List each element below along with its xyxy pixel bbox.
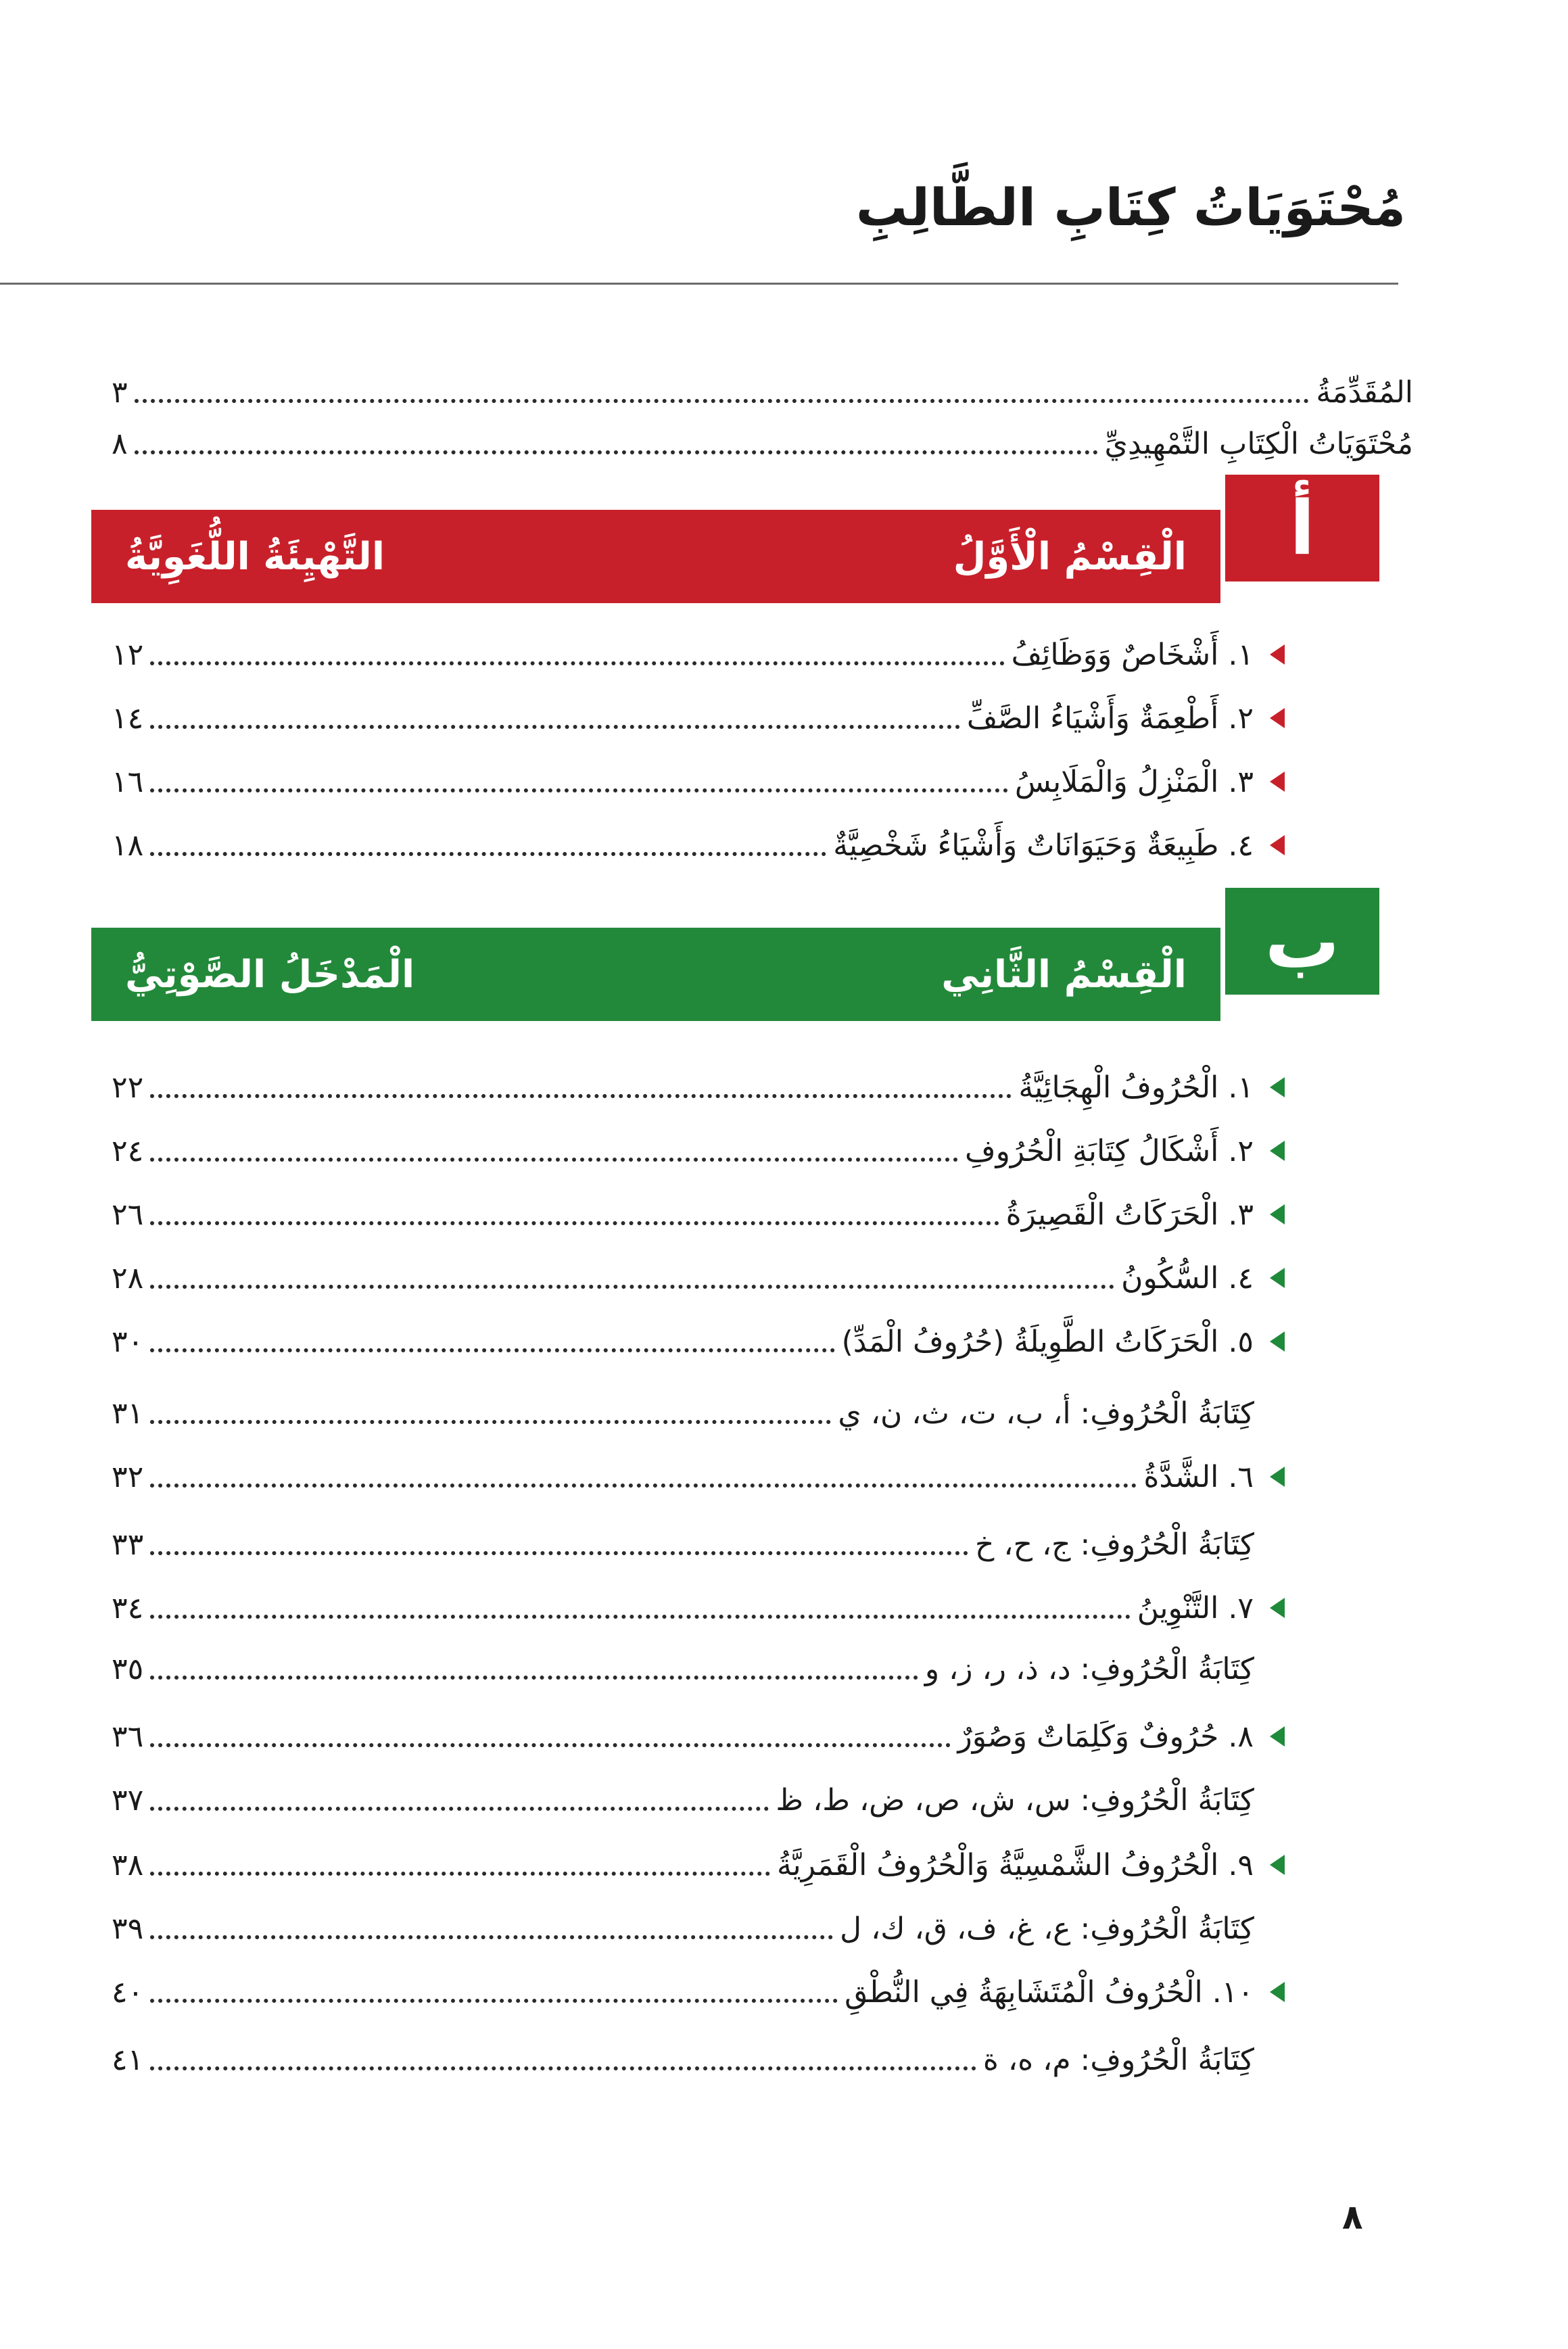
- page-title: مُحْتَوَيَاتُ كِتَابِ الطَّالِبِ: [855, 177, 1406, 237]
- toc-item-a1[interactable]: [112, 630, 1285, 679]
- triangle-bullet-icon: [1270, 835, 1285, 855]
- toc-item-b6-writing[interactable]: [112, 1520, 1254, 1569]
- title-divider: [0, 283, 1398, 285]
- toc-item-b6[interactable]: [112, 1452, 1285, 1501]
- leader-dots: [150, 2066, 976, 2070]
- section-b-letter-badge: ب: [1225, 888, 1379, 995]
- leader-dots: [150, 1094, 1012, 1098]
- triangle-bullet-icon: [1270, 1204, 1285, 1225]
- leader-dots: [150, 1615, 1130, 1619]
- toc-item-preparatory-contents[interactable]: [112, 419, 1413, 468]
- leader-dots: [150, 1348, 834, 1352]
- section-b-subtitle: الْمَدْخَلُ الصَّوْتِيُّ: [125, 952, 415, 997]
- toc-item-b8[interactable]: [112, 1712, 1285, 1761]
- leader-dots: [150, 1484, 1137, 1488]
- toc-item-b10-writing[interactable]: [112, 2035, 1254, 2084]
- toc-item-label: ٤. السُّكُونُ: [1121, 1260, 1254, 1296]
- leader-dots: [150, 1221, 999, 1225]
- toc-item-page: ١٨: [112, 828, 144, 863]
- leader-dots: [150, 1285, 1114, 1289]
- toc-item-page: ٣٦: [112, 1719, 144, 1754]
- toc-item-label: ٣. الْحَرَكَاتُ الْقَصِيرَةُ: [1005, 1197, 1254, 1232]
- toc-item-a4[interactable]: [112, 821, 1285, 870]
- triangle-bullet-icon: [1270, 1141, 1285, 1161]
- toc-item-label: ٥. الْحَرَكَاتُ الطَّوِيلَةُ (حُرُوفُ الْمَدِّ): [841, 1324, 1254, 1359]
- triangle-bullet-icon: [1270, 1726, 1285, 1747]
- triangle-bullet-icon: [1270, 1331, 1285, 1352]
- leader-dots: [135, 399, 1310, 403]
- toc-item-label: كِتَابَةُ الْحُرُوفِ: س، ش، ص، ض، ط، ظ: [776, 1782, 1254, 1818]
- toc-item-page: ١٢: [112, 637, 144, 672]
- leader-dots: [150, 725, 960, 729]
- toc-item-b7-writing[interactable]: [112, 1644, 1254, 1693]
- toc-item-label: مُحْتَوَيَاتُ الْكِتَابِ التَّمْهِيدِيِّ: [1104, 426, 1413, 461]
- section-b-banner: [91, 928, 1220, 1021]
- toc-item-label: كِتَابَةُ الْحُرُوفِ: أ، ب، ت، ث، ن، ي: [838, 1396, 1254, 1431]
- toc-item-b4[interactable]: [112, 1254, 1285, 1302]
- leader-dots: [150, 1551, 968, 1555]
- leader-dots: [150, 1420, 831, 1424]
- triangle-bullet-icon: [1270, 1077, 1285, 1097]
- triangle-bullet-icon: [1270, 1855, 1285, 1875]
- toc-item-page: ٣٤: [112, 1590, 144, 1626]
- toc-item-label: ٧. التَّنْوِينُ: [1137, 1590, 1254, 1626]
- toc-item-b2[interactable]: [112, 1126, 1285, 1175]
- toc-item-page: ٣٣: [112, 1527, 144, 1562]
- triangle-bullet-icon: [1270, 1982, 1285, 2002]
- leader-dots: [150, 1158, 958, 1162]
- toc-item-b9[interactable]: [112, 1841, 1285, 1889]
- toc-item-a3[interactable]: [112, 757, 1285, 806]
- toc-item-label: ٤. طَبِيعَةٌ وَحَيَوَانَاتٌ وَأَشْيَاءُ شَخْصِيَّةٌ: [833, 828, 1254, 863]
- toc-item-b3[interactable]: [112, 1190, 1285, 1239]
- toc-item-b5-writing[interactable]: [112, 1389, 1254, 1438]
- toc-item-label: ١. أَشْخَاصٌ وَوَظَائِفُ: [1011, 637, 1254, 672]
- toc-item-page: ٢٨: [112, 1260, 144, 1296]
- leader-dots: [150, 1676, 918, 1680]
- toc-item-introduction[interactable]: [112, 368, 1413, 417]
- leader-dots: [135, 450, 1098, 454]
- toc-item-b9-writing[interactable]: [112, 1904, 1254, 1953]
- toc-item-page: ٢٦: [112, 1197, 144, 1232]
- toc-item-b10[interactable]: [112, 1968, 1285, 2016]
- leader-dots: [150, 661, 1004, 665]
- toc-item-page: ١٦: [112, 764, 144, 799]
- toc-item-label: ٢. أَطْعِمَةٌ وَأَشْيَاءُ الصَّفِّ: [966, 701, 1254, 736]
- toc-item-label: ١. الْحُرُوفُ الْهِجَائِيَّةُ: [1018, 1070, 1254, 1105]
- toc-item-label: ٩. الْحُرُوفُ الشَّمْسِيَّةُ وَالْحُرُوفُ الْقَمَرِيَّةُ: [776, 1847, 1254, 1882]
- toc-item-page: ١٤: [112, 701, 144, 736]
- toc-item-page: ٤٠: [112, 1974, 144, 2010]
- toc-item-label: ٢. أَشْكَالُ كِتَابَةِ الْحُرُوفِ: [965, 1133, 1254, 1168]
- toc-item-label: المُقَدِّمَةُ: [1316, 375, 1413, 410]
- toc-item-page: ٣١: [112, 1396, 144, 1431]
- section-a-name: الْقِسْمُ الْأَوَّلُ: [953, 534, 1187, 579]
- toc-item-a2[interactable]: [112, 694, 1285, 742]
- toc-item-label: كِتَابَةُ الْحُرُوفِ: م، ه، ة: [982, 2042, 1254, 2077]
- leader-dots: [150, 1935, 833, 1939]
- leader-dots: [150, 788, 1008, 792]
- toc-item-page: ٣٩: [112, 1911, 144, 1946]
- toc-item-label: كِتَابَةُ الْحُرُوفِ: د، ذ، ر، ز، و: [924, 1651, 1254, 1686]
- toc-item-page: ٣: [112, 375, 128, 410]
- toc-item-label: كِتَابَةُ الْحُرُوفِ: ع، غ، ف، ق، ك، ل: [840, 1911, 1254, 1946]
- triangle-bullet-icon: [1270, 772, 1285, 792]
- triangle-bullet-icon: [1270, 1268, 1285, 1288]
- toc-item-page: ٣٠: [112, 1324, 144, 1359]
- toc-item-b7[interactable]: [112, 1584, 1285, 1632]
- toc-item-label: ٣. الْمَنْزِلُ وَالْمَلَابِسُ: [1014, 764, 1254, 799]
- leader-dots: [150, 1872, 770, 1876]
- leader-dots: [150, 1999, 838, 2003]
- toc-item-page: ٣٨: [112, 1847, 144, 1882]
- leader-dots: [150, 1743, 951, 1747]
- section-a-subtitle: التَّهْيِئَةُ اللُّغَوِيَّةُ: [125, 534, 385, 579]
- toc-item-page: ٨: [112, 426, 128, 461]
- toc-item-label: ١٠. الْحُرُوفُ الْمُتَشَابِهَةُ فِي النُّطْقِ: [845, 1974, 1254, 2010]
- triangle-bullet-icon: [1270, 1467, 1285, 1487]
- section-b-name: الْقِسْمُ الثَّانِي: [941, 952, 1187, 997]
- toc-item-label: كِتَابَةُ الْحُرُوفِ: ج، ح، خ: [974, 1527, 1254, 1562]
- toc-item-page: ٤١: [112, 2042, 144, 2077]
- toc-item-label: ٦. الشَّدَّةُ: [1143, 1459, 1254, 1494]
- leader-dots: [150, 852, 826, 856]
- triangle-bullet-icon: [1270, 708, 1285, 728]
- toc-item-b1[interactable]: [112, 1063, 1285, 1112]
- toc-item-page: ٢٤: [112, 1133, 144, 1168]
- section-a-banner: [91, 510, 1220, 603]
- toc-item-page: ٣٢: [112, 1459, 144, 1494]
- leader-dots: [150, 1807, 769, 1811]
- toc-item-b8-writing[interactable]: [112, 1776, 1254, 1824]
- toc-item-page: ٣٥: [112, 1651, 144, 1686]
- toc-item-b5[interactable]: [112, 1317, 1285, 1366]
- triangle-bullet-icon: [1270, 1598, 1285, 1618]
- section-a-letter-badge: أ: [1225, 475, 1379, 582]
- toc-item-label: ٨. حُرُوفٌ وَكَلِمَاتٌ وَصُوَرٌ: [957, 1719, 1254, 1754]
- toc-item-page: ٣٧: [112, 1782, 144, 1818]
- triangle-bullet-icon: [1270, 644, 1285, 665]
- toc-item-page: ٢٢: [112, 1070, 144, 1105]
- page-number: ٨: [1342, 2198, 1363, 2237]
